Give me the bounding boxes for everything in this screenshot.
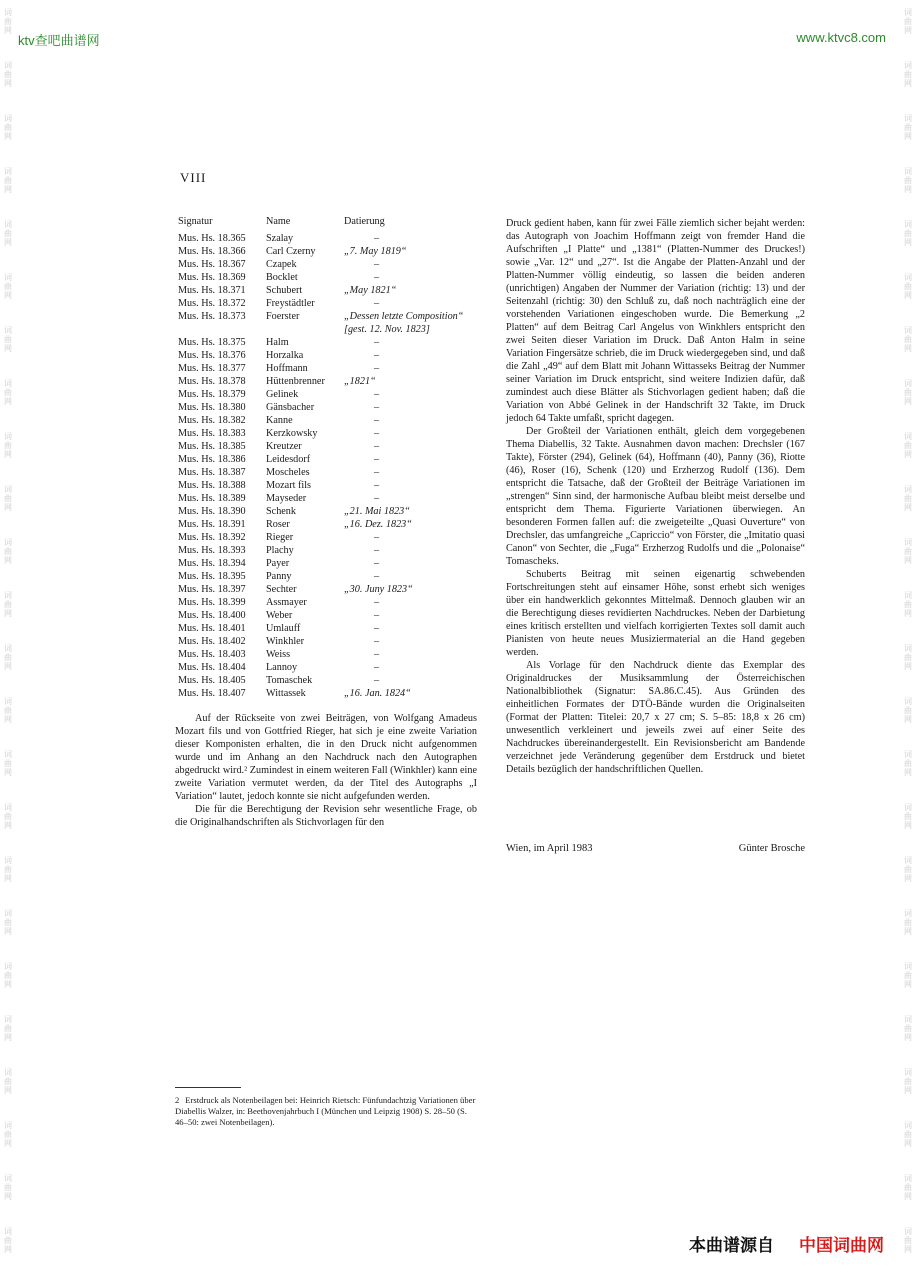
cell-signatur: Mus. Hs. 18.377 [178,363,246,374]
cell-datierung: – [374,415,380,426]
side-watermark-mark: 词 曲 网 [4,909,12,936]
cell-signatur: Mus. Hs. 18.365 [178,233,246,244]
paragraph: Druck gedient haben, kann für zwei Fälle ziemlich sicher bejaht werden: das Autograph von Joachim Hoffmann zeigt von fremder Hand die Aufschriften „I Platte“ und „1381“ (Platten-Nummer des Druckes!) sowie „Var. 12“ und „27“. Ist die Angabe der Platten-Anzahl und der Platten-Nummer völlig eindeutig, so lassen die beiden anderen (unrichtigen) Angaben der Nummer der Variation (richtig: 13) und der Seitenzahl (richtig: 30) den Schluß zu, daß noch nachträglich eine der vorstehenden Variationen eingeschoben wurde. Die Bemerkung „2 Platten“ auf dem Beitrag Carl Angelus von Winkhlers entspricht den zwei Seiten dieser Variation im Druck. Daß Anton Halm in seine Variation Fingersätze schrieb, die im Druck wiedergegeben sind, und daß die Zahl „49“ auf dem Blatt mit Johann Wittasseks Beitrag der Nummer seiner Variation im Druck entspricht, sind weitere Indizien dafür, daß zumindest auch diese Blätter als Stichvorlagen gedient haben; daß die Variation von Abbé Gelinek in der Handschrift 32 Takte, im Druck jedoch 64 Takte umfaßt, spricht dagegen. [506,218,805,424]
cell-name: Hüttenbrenner [266,376,325,387]
table-row [178,336,478,349]
cell-signatur: Mus. Hs. 18.373 [178,311,246,322]
cell-name: Winkhler [266,636,305,647]
cell-name: Kerzkowsky [266,428,318,439]
cell-signatur: Mus. Hs. 18.407 [178,688,246,699]
cell-signatur: Mus. Hs. 18.391 [178,519,246,530]
side-watermark-mark: 词 曲 网 [4,432,12,459]
table-body [178,232,478,700]
side-watermark-mark: 词 曲 网 [4,273,12,300]
side-watermark-mark: 词 曲 网 [904,1174,912,1201]
table-row [178,284,478,297]
table-row [178,570,478,583]
footnote-text: Erstdruck als Notenbeilagen bei: Heinrich Rietsch: Fünfundachtzig Variationen über Diabellis Walzer, in: Beethovenjahrbuch I (München und Leipzig 1908) S. 28–50 (S. 46–50: zwei Notenbeilagen). [175,1095,476,1127]
cell-signatur: Mus. Hs. 18.394 [178,558,246,569]
side-watermark-mark: 词 曲 网 [904,962,912,989]
cell-name: Carl Czerny [266,246,316,257]
cell-name: Halm [266,337,289,348]
cell-signatur: Mus. Hs. 18.392 [178,532,246,543]
table-row [178,674,478,687]
cell-name: Weiss [266,649,291,660]
paragraph: Auf der Rückseite von zwei Beiträgen, von Wolfgang Amadeus Mozart fils und von Gottfried Rieger, hat sich je eine zweite Variation dieser Komponisten erhalten, die in den Druck nicht aufgenommen wurde und im Anhang an den Nachdruck nach den Autographen abgedruckt wird.² Zumindest in einem weiteren Fall (Winkhler) kann eine zweite Variation vermutet werden, da der Titel des Autographs „I Variation“ lautet, jedoch konnte sie nicht aufgefunden werden. [175,713,477,802]
table-row [178,544,478,557]
right-text-column [506,217,805,776]
side-watermark-mark: 词 曲 网 [4,591,12,618]
table-row [178,245,478,258]
side-watermark-mark: 词 曲 网 [904,1015,912,1042]
cell-datierung: – [374,441,380,452]
header-name: Name [266,216,291,227]
side-watermark-mark: 词 曲 网 [904,697,912,724]
table-row [178,414,478,427]
cell-datierung: – [374,623,380,634]
cell-datierung: – [374,558,380,569]
cell-signatur: Mus. Hs. 18.369 [178,272,246,283]
cell-signatur: Mus. Hs. 18.389 [178,493,246,504]
table-row [178,557,478,570]
cell-signatur: Mus. Hs. 18.405 [178,675,246,686]
cell-datierung: – [374,493,380,504]
cell-signatur: Mus. Hs. 18.378 [178,376,246,387]
cell-signatur: Mus. Hs. 18.386 [178,454,246,465]
cell-datierung: „30. Juny 1823“ [344,584,413,595]
side-watermark-mark: 词 曲 网 [4,167,12,194]
cell-name: Horzalka [266,350,304,361]
cell-signatur: Mus. Hs. 18.379 [178,389,246,400]
side-watermark-mark: 词 曲 网 [4,1068,12,1095]
cell-name: Leidesdorf [266,454,311,465]
cell-datierung: – [374,389,380,400]
side-watermark-mark: 词 曲 网 [904,220,912,247]
signature-author: Günter Brosche [738,843,805,854]
cell-name: Schubert [266,285,303,296]
cell-name: Lannoy [266,662,298,673]
header-signatur: Signatur [178,216,213,227]
cell-signatur: Mus. Hs. 18.400 [178,610,246,621]
cell-name: Weber [266,610,293,621]
side-watermark-mark: 词 曲 网 [904,909,912,936]
cell-signatur: Mus. Hs. 18.367 [178,259,246,270]
side-watermark-mark: 词 曲 网 [904,750,912,777]
table-row [178,349,478,362]
cell-name: Czapek [266,259,297,270]
table-row [178,479,478,492]
cell-signatur: Mus. Hs. 18.399 [178,597,246,608]
paragraph: Schuberts Beitrag mit seinen eigenartig schwebenden Fortschreitungen steht auf einsamer Höhe, sonst erhebt sich weniges über ein handwerklich gekonntes Mittelmaß. Dennoch glauben wir an die Berechtigung dieses revidierten Nachdruckes. Neben der Darbietung eines kritisch erstellten und vielfach korrigierten Textes soll damit auch Pianisten von heute neues Musiziermaterial an die Hand gegeben werden. [506,569,805,658]
table-row [178,388,478,401]
side-watermark-mark: 词 曲 网 [904,1121,912,1148]
table-row [178,596,478,609]
cell-signatur: Mus. Hs. 18.383 [178,428,246,439]
page-number: VIII [180,170,207,185]
side-watermark-mark: 词 曲 网 [904,326,912,353]
cell-signatur: Mus. Hs. 18.380 [178,402,246,413]
cell-datierung: – [374,428,380,439]
table-row [178,375,478,388]
cell-datierung: – [374,662,380,673]
cell-datierung: – [374,454,380,465]
side-watermark-mark: 词 曲 网 [904,1068,912,1095]
table-row [178,401,478,414]
cell-datierung: „May 1821“ [344,285,397,296]
cell-datierung: – [374,480,380,491]
cell-signatur: Mus. Hs. 18.385 [178,441,246,452]
table-row [178,453,478,466]
cell-name: Bocklet [266,272,298,283]
cell-signatur: Mus. Hs. 18.387 [178,467,246,478]
cell-datierung: „1821“ [344,376,376,387]
cell-signatur: Mus. Hs. 18.375 [178,337,246,348]
table-row [178,427,478,440]
cell-datierung: – [374,350,380,361]
cell-name: Gelinek [266,389,299,400]
cell-name: Kreutzer [266,441,302,452]
side-watermark-mark: 词 曲 网 [4,114,12,141]
cell-datierung: – [374,467,380,478]
side-watermark-mark: 词 曲 网 [904,856,912,883]
side-watermark-mark: 词 曲 网 [4,803,12,830]
table-row [178,440,478,453]
cell-datierung: – [374,272,380,283]
cell-datierung: – [374,610,380,621]
side-watermark-mark: 词 曲 网 [4,1174,12,1201]
cell-name: Szalay [266,233,294,244]
side-watermark-mark: 词 曲 网 [904,61,912,88]
table-row [178,583,478,596]
cell-name: Tomaschek [266,675,313,686]
watermark-bottom-right: 中国词曲网 [799,1236,884,1255]
cell-name: Mayseder [266,493,307,504]
table-row [178,232,478,245]
side-watermark-mark: 词 曲 网 [904,114,912,141]
table-row [178,505,478,518]
cell-datierung: „16. Dez. 1823“ [344,519,412,530]
side-watermark-mark: 词 曲 网 [4,962,12,989]
cell-signatur: Mus. Hs. 18.388 [178,480,246,491]
side-watermark-mark: 词 曲 网 [904,803,912,830]
table-row [178,271,478,284]
cell-datierung: „7. May 1819“ [344,246,407,257]
cell-name: Panny [266,571,292,582]
paragraph: Der Großteil der Variationen enthält, gleich dem vorgegebenen Thema Diabellis, 32 Takte. Ausnahmen davon machen: Drechsler (167 Takte), Förster (294), Gelinek (64), Hoffmann (40), Panny (36), Riotte (46), Roser (16), Schenk (120) und Erzherzog Rudolf (136). Dem entspricht die Tatsache, daß der Großteil der Beiträge Variationen im „strengen“ Sinn sind, der harmonische Aufbau bleibt meist derselbe und entspricht dem Thema. Figurierte Variationen überwiegen. An besonderen Formen fallen auf: die zweigeteilte „Quasi Ouverture“ von Drechsler, das umfangreiche „Capriccio“ von Förster, die „Imitatio quasi Canon“ von Sechter, die „Fuga“ Erzherzog Rudolfs und die „Polonaise“ Tomascheks. [506,426,805,567]
cell-name: Payer [266,558,290,569]
signature-table [178,215,478,700]
table-row [178,531,478,544]
cell-signatur: Mus. Hs. 18.371 [178,285,246,296]
watermark-bottom-left: 本曲谱源自 [689,1236,774,1255]
cell-signatur: Mus. Hs. 18.404 [178,662,246,673]
cell-datierung: – [374,233,380,244]
footnote-number: 2 [175,1095,180,1105]
cell-datierung: – [374,337,380,348]
side-watermark-mark: 词 曲 网 [904,379,912,406]
side-watermark-mark: 词 曲 网 [4,538,12,565]
signature-place-date: Wien, im April 1983 [506,843,593,854]
footnote [175,1095,477,1128]
cell-signatur: Mus. Hs. 18.395 [178,571,246,582]
cell-signatur: Mus. Hs. 18.403 [178,649,246,660]
side-watermark-left [2,0,14,1279]
side-watermark-mark: 词 曲 网 [4,1227,12,1254]
cell-name: Mozart fils [266,480,311,491]
cell-signatur: Mus. Hs. 18.372 [178,298,246,309]
cell-name: Kanne [266,415,293,426]
cell-signatur: Mus. Hs. 18.402 [178,636,246,647]
table-row [178,661,478,674]
cell-signatur: Mus. Hs. 18.382 [178,415,246,426]
side-watermark-right [902,0,914,1279]
side-watermark-mark: 词 曲 网 [4,8,12,35]
watermark-top-right: www.ktvc8.com [796,30,886,45]
side-watermark-mark: 词 曲 网 [4,856,12,883]
cell-signatur: Mus. Hs. 18.393 [178,545,246,556]
cell-name: Foerster [266,311,300,322]
watermark-top-left: ktv查吧曲谱网 [18,33,100,48]
side-watermark-mark: 词 曲 网 [904,432,912,459]
cell-name: Schenk [266,506,296,517]
table-row [178,362,478,375]
cell-datierung: – [374,545,380,556]
table-row [178,258,478,271]
side-watermark-mark: 词 曲 网 [904,167,912,194]
side-watermark-mark: 词 曲 网 [904,273,912,300]
side-watermark-mark: 词 曲 网 [904,644,912,671]
cell-signatur: Mus. Hs. 18.397 [178,584,246,595]
cell-name: Plachy [266,545,294,556]
side-watermark-mark: 词 曲 网 [904,591,912,618]
side-watermark-mark: 词 曲 网 [4,644,12,671]
table-row [178,635,478,648]
cell-name: Gänsbacher [266,402,315,413]
side-watermark-mark: 词 曲 网 [4,697,12,724]
side-watermark-mark: 词 曲 网 [4,1121,12,1148]
table-row [178,687,478,700]
cell-signatur: Mus. Hs. 18.366 [178,246,246,257]
side-watermark-mark: 词 曲 网 [4,61,12,88]
cell-datierung: – [374,363,380,374]
cell-datierung: – [374,298,380,309]
side-watermark-mark: 词 曲 网 [904,8,912,35]
cell-name: Assmayer [266,597,307,608]
footnote-rule [175,1087,241,1088]
cell-datierung: – [374,259,380,270]
cell-datierung: – [374,571,380,582]
cell-name: Roser [266,519,290,530]
paragraph: Die für die Berechtigung der Revision sehr wesentliche Frage, ob die Originalhandschriften als Stichvorlagen für den [175,804,477,828]
cell-name: Sechter [266,584,297,595]
table-row [178,622,478,635]
cell-name: Freystädtler [266,298,315,309]
side-watermark-mark: 词 曲 网 [4,750,12,777]
cell-datierung: – [374,636,380,647]
cell-signatur: Mus. Hs. 18.390 [178,506,246,517]
cell-datierung: – [374,675,380,686]
table-row [178,310,478,336]
table-row [178,518,478,531]
cell-datierung: „Dessen letzte Composition“ [gest. 12. Nov. 1823] [344,311,464,335]
side-watermark-mark: 词 曲 网 [4,379,12,406]
side-watermark-mark: 词 曲 网 [4,326,12,353]
side-watermark-mark: 词 曲 网 [4,220,12,247]
cell-name: Wittassek [266,688,306,699]
cell-name: Moscheles [266,467,310,478]
table-row [178,609,478,622]
cell-datierung: – [374,402,380,413]
cell-datierung: – [374,597,380,608]
side-watermark-mark: 词 曲 网 [904,538,912,565]
cell-datierung: – [374,532,380,543]
cell-signatur: Mus. Hs. 18.376 [178,350,246,361]
cell-datierung: „16. Jan. 1824“ [344,688,411,699]
table-row [178,297,478,310]
table-row [178,492,478,505]
cell-name: Hoffmann [266,363,308,374]
table-row [178,466,478,479]
side-watermark-mark: 词 曲 网 [904,1227,912,1254]
left-text-column [175,712,477,829]
side-watermark-mark: 词 曲 网 [4,485,12,512]
cell-signatur: Mus. Hs. 18.401 [178,623,246,634]
side-watermark-mark: 词 曲 网 [4,1015,12,1042]
side-watermark-mark: 词 曲 网 [904,485,912,512]
cell-datierung: – [374,649,380,660]
cell-name: Rieger [266,532,294,543]
table-row [178,648,478,661]
header-datierung: Datierung [344,216,385,227]
cell-name: Umlauff [266,623,301,634]
paragraph: Als Vorlage für den Nachdruck diente das Exemplar des Originaldruckes der Musiksammlung der Österreichischen Nationalbibliothek (Signatur: SA.86.C.45). Aus Gründen des einheitlichen Formates der DTÖ-Bände wurden die Originalseiten (Format der Platten: Titelei: 20,7 x 27 cm; S. 5–85: 18,8 x 26 cm) unwesentlich verkleinert und jeweils zwei auf einer Seite des Nachdruckes übereinandergestellt. Ein Revisionsbericht am Bandende verzeichnet jede Veränderung gegenüber dem Erstdruck und bietet Details bezüglich der handschriftlichen Quellen. [506,660,805,775]
cell-datierung: „21. Mai 1823“ [344,506,410,517]
table-header [178,215,478,232]
